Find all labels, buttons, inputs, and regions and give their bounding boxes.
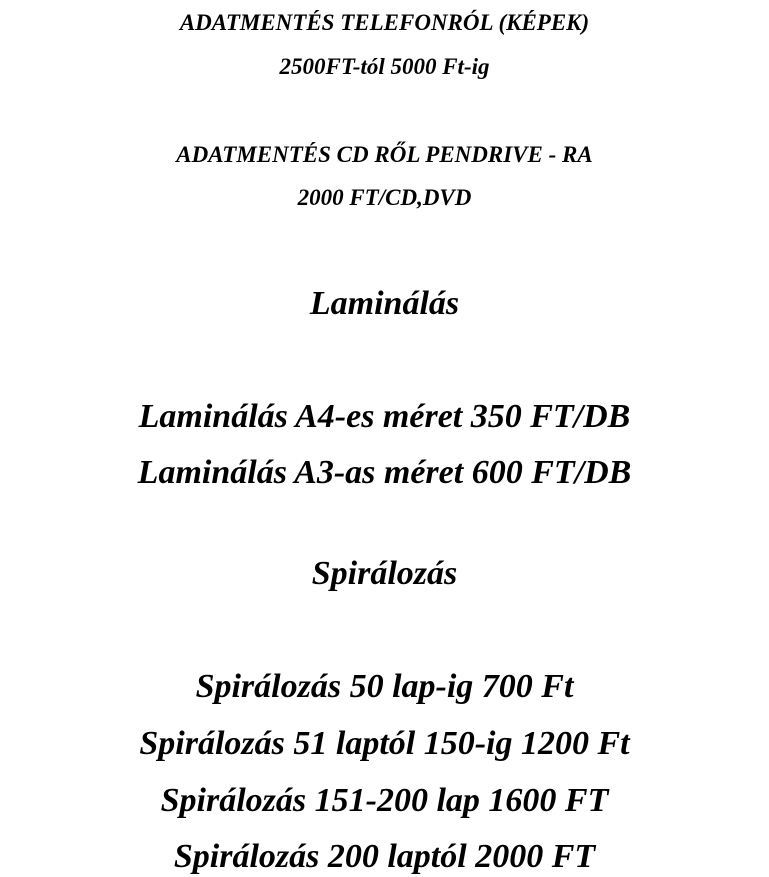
- lamination-item-a3: Laminálás A3-as méret 600 FT/DB: [137, 454, 632, 491]
- lamination-item-a4: Laminálás A4-es méret 350 FT/DB: [138, 398, 631, 435]
- phone-recovery-price: 2500FT-tól 5000 Ft-ig: [279, 54, 490, 79]
- spiral-item-over-200: Spirálozás 200 laptól 2000 FT: [173, 838, 596, 875]
- phone-recovery-title: ADATMENTÉS TELEFONRÓL (KÉPEK): [179, 10, 590, 35]
- cd-recovery-title: ADATMENTÉS CD RŐL PENDRIVE - RA: [176, 142, 593, 167]
- cd-recovery-price: 2000 FT/CD,DVD: [297, 185, 472, 210]
- lamination-heading: Laminálás: [309, 285, 460, 322]
- spiral-item-51-to-150: Spirálozás 51 laptól 150-ig 1200 Ft: [139, 725, 630, 762]
- spiral-item-151-to-200: Spirálozás 151-200 lap 1600 FT: [160, 782, 609, 819]
- spiral-binding-heading: Spirálozás: [311, 555, 458, 592]
- spiral-item-up-to-50: Spirálozás 50 lap-ig 700 Ft: [195, 668, 574, 705]
